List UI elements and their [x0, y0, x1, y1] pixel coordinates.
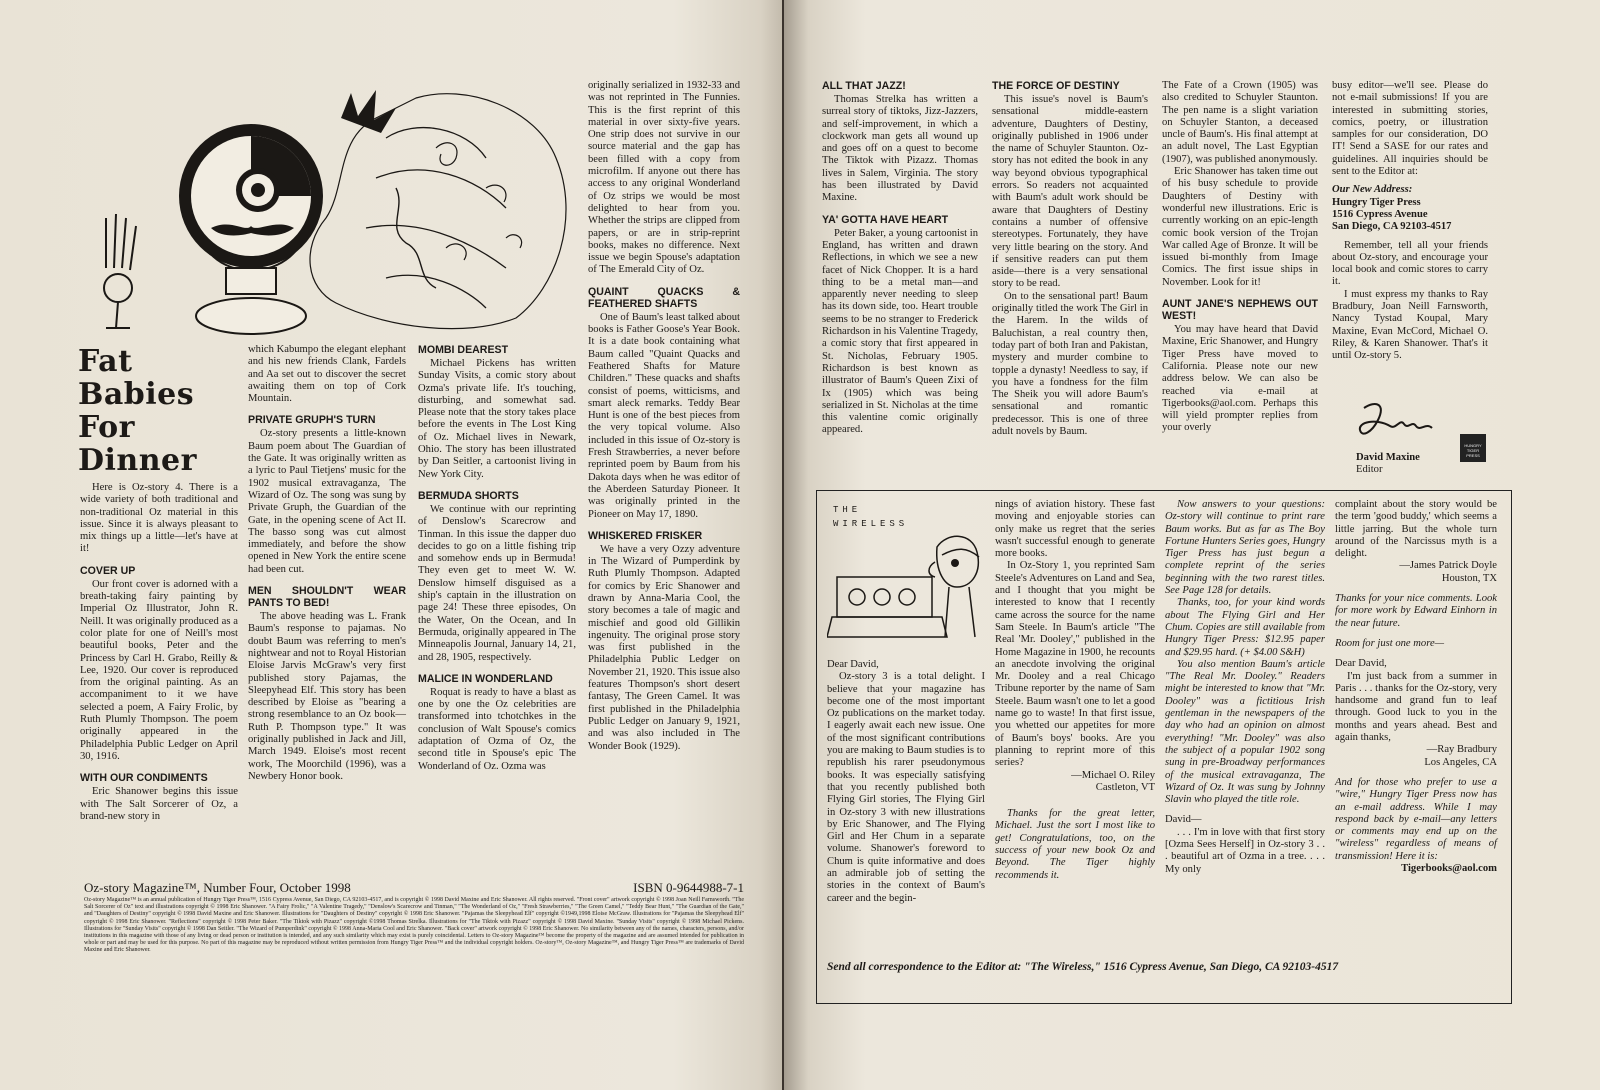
- paragraph: I must express my thanks to Ray Bradbury, Joan Neill Farnsworth, Nancy Tystad Koupal, Mary Maxine, Evan McCord, Michael O. Riley, & Karen Shanower. That's it until Oz-story 5.: [1332, 288, 1488, 362]
- wireless-column-1: [827, 659, 985, 905]
- correspondence-line: Send all correspondence to the Editor at: "The Wireless," 1516 Cypress Avenue, San Diego, CA 92103-4517: [827, 961, 1339, 973]
- letter-body: Oz-story 3 is a total delight. I believe that your magazine has become one of the most important Oz publications on the market today. I eagerly await each new issue. One of the most significant contributions you are making to Baum studies is to republish his rarer pseudonymous books. It was especially satisfying that you recently published both Flying Girl stories, The Flying Girl in Oz-story 3 with new illustrations by Eric Shanower, and The Flying Girl and Her Chum in a separate volume. Shanower's foreword to Chum is quite informative and does an admirable job of setting the stories in the context of Baum's career and the begin-: [827, 671, 985, 904]
- section-heading: AUNT JANE'S NEPHEWS OUT WEST!: [1162, 298, 1318, 323]
- paragraph: originally serialized in 1932-33 and was not reprinted in The Funnies. This is the first reprint of this material in over sixty-five years. One strip does not survive in our source material and the gap has been filled with a copy from microfilm. If anyone out there has access to any original Wonderland of Oz strips we would be most delighted to hear from you. Whether the strips are clipped from papers, or are in strip-reprint books, makes no difference. Next issue we begin Spouse's adaptation of The Emerald City of Oz.: [588, 80, 740, 276]
- magazine-issue: Oz-story Magazine™, Number Four, October 1998: [84, 880, 351, 895]
- title-line: Babies: [78, 377, 195, 412]
- editor-reply: Room for just one more—: [1335, 637, 1445, 649]
- editor-reply: Thanks for the great letter, Michael. Just the sort I most like to get! Congratulations, too, on the success of your new book Oz and Beyond. The Tiger highly recommends it.: [995, 808, 1155, 881]
- section-heading: ALL THAT JAZZ!: [822, 80, 906, 92]
- editor-reply: Now answers to your questions: Oz-story will continue to print rare Baum works. But as far as The Boy Fortune Hunters Series goes, Hungry Tiger Press has just begun a complete reprint of the series beginning with the two rarest titles. See Page 128 for details.: [1165, 499, 1325, 597]
- right-page: [784, 0, 1600, 1090]
- wireless-column-3: [1165, 499, 1325, 876]
- left-page: [0, 0, 792, 1090]
- intro-paragraph: Here is Oz-story 4. There is a wide variety of both traditional and non-traditional Oz material in this issue. Since it is always pleasant to mix things up a little—let's have at it!: [80, 482, 238, 555]
- editor-reply: And for those who prefer to use a "wire," Hungry Tiger Press now has an e-mail address. While I may respond back by e-mail—any letters or comments may end up on the "wireless" regardless of means of transmission! Here it is:: [1335, 776, 1497, 862]
- paragraph: One of Baum's least talked about books is Father Goose's Year Book. It is a date book containing what Baum called "Quaint Quacks and Feathered Shafts for Mature Children." These quacks and shafts consist of poems, witticisms, and smart aleck remarks. Teddy Bear Hunt is one of the best pieces from the very topical volume. Also included in this issue of Oz-story is Fresh Strawberries, a never before reprinted poem by Baum from his Dakota days when he was editor of the Aberdeen Saturday Pioneer. It was originally printed in the Pioneer on May 17, 1890.: [588, 311, 740, 520]
- paragraph: We have a very Ozzy adventure in The Wizard of Pumperdink by Ruth Plumly Thompson. Adapted for comics by Eric Shanower and drawn by Anna-Maria Cool, the story becomes a tale of magic and mischief and good old Gillikin ingenuity. The original prose story was first published in the Philadelphia Public Ledger on November 21, 1920. This issue also features Thompson's short desert fantasy, The Green Camel. It was first published in the Philadelphia Public Ledger on January 9, 1921, and was also included in The Wonder Book (1929).: [588, 543, 740, 752]
- section-heading: WHISKERED FRISKER: [588, 529, 703, 542]
- editor-reply: Thanks, too, for your kind words about The Flying Girl and Her Chum. Copies are still available from Hungry Tiger Press: $12.95 paper and $29.95 hard. (+ $4.00 S&H): [1165, 597, 1325, 658]
- letter-greeting: Dear David,: [827, 659, 879, 670]
- left-column-3: [418, 344, 576, 773]
- section-heading: MOMBI DEAREST: [418, 344, 509, 356]
- paragraph: Remember, tell all your friends about Oz-story, and encourage your local book and comic stores to carry it.: [1332, 239, 1488, 288]
- editor-email: Tigerbooks@aol.com: [1401, 863, 1497, 875]
- paragraph: Roquat is ready to have a blast as one by one the Oz celebrities are transformed into tchotchkes in the conclusion of Walt Spouse's comics adaptation of Ozma of Oz, the second title in Spouse's epic The Wonderland of Oz. Ozma was: [418, 686, 576, 772]
- editor-reply: You also mention Baum's article "The Real Mr. Dooley." Readers might be interested to know that "Mr. Dooley" was a fictitious Irish gentleman in the newspapers of the day who had an opinion on almost everything! "Mr. Dooley" was also the subject of a popular 1902 song sung in pre-Broadway performances of the musical extravaganza, The Wizard of Oz. It was sung by Johnny Slavin who played the title role.: [1165, 658, 1325, 806]
- section-heading: MEN SHOULDN'T WEAR PANTS TO BED!: [248, 585, 406, 610]
- section-heading: WITH OUR CONDIMENTS: [80, 772, 208, 785]
- title-line: For: [78, 410, 135, 445]
- left-column-2: [248, 344, 406, 783]
- paragraph: Eric Shanower has taken time out of his busy schedule to provide Daughters of Destiny with wonderful new illustrations. Eric is currently working on an epic-length comic book version of the Trojan War called Age of Bronze. It will be issued bi-monthly from Image Comics. The first issue ships in November. Look for it!: [1162, 166, 1318, 288]
- paragraph: which Kabumpo the elegant elephant and his new friends Clank, Fardels and Aa set out to discover the secret awaiting them on top of Cork Mountain.: [248, 344, 406, 405]
- letter-signature: —Ray Bradbury: [1426, 744, 1497, 756]
- letter-greeting: David—: [1165, 814, 1202, 826]
- address-line: San Diego, CA 92103-4517: [1332, 221, 1452, 233]
- title-line: Fat: [78, 344, 133, 379]
- paragraph: Thomas Strelka has written a surreal story of tiktoks, Jizz-Jazzers, and self-improvement, in which a clockwork man gets all wound up and goes off on a quest to become The Tiktok with Pizazz. Thomas lives in Salem, Virginia. The story has been illustrated by David Maxine.: [822, 94, 978, 204]
- the-wireless-section: [816, 490, 1512, 1004]
- letter-greeting: Dear David,: [1335, 658, 1387, 670]
- paragraph: The above heading was L. Frank Baum's response to pajamas. No doubt Baum was referring to men's nightwear and not to Royal Historian Eloise Jarvis McGraw's very first published story Pajamas, the Sleepyhead Elf. This story has been described by Eloise as "bearing a strong resemblance to an Oz book—Ruth P. Thompson type." It was originally published in Jack and Jill, March 1949. Eloise's most recent work, The Moorchild (1996), was a Newbery Honor book.: [248, 611, 406, 782]
- editor-name: David Maxine: [1356, 452, 1420, 463]
- letter-signature: —James Patrick Doyle: [1399, 560, 1497, 572]
- letter-body: I'm just back from a summer in Paris . . . thanks for the Oz-story, very handsome and grand fun to leaf through. Good luck to you in the months and years ahead. Best and again thanks,: [1335, 670, 1497, 744]
- title-line: Dinner: [78, 443, 197, 478]
- letter-place: Los Angeles, CA: [1424, 756, 1497, 768]
- letter-place: Houston, TX: [1441, 572, 1497, 584]
- left-column-1: [80, 482, 238, 823]
- letter-body: . . . I'm in love with that first story [Ozma Sees Herself] in Oz-story 3 . . . beautiful art of Ozma in a tree. . . . My only: [1165, 826, 1325, 875]
- editor-signoff: [1356, 452, 1456, 477]
- paragraph: The Fate of a Crown (1905) was also credited to Schuyler Staunton. The pen name is a slight variation on Schuyler Stanton, a deceased uncle of Baum's. His final attempt at an adult novel, The Last Egyptian (1907), was published anonymously.: [1162, 80, 1318, 165]
- article-title: [78, 345, 197, 477]
- letter-body: complaint about the story would be the term 'good buddy,' which seems a little jarring. But the whole turn around of the Narcissus myth is a delight.: [1335, 499, 1497, 560]
- paragraph: Michael Pickens has written Sunday Visits, a comic story about Ozma's private life. It's touching, disturbing, and somewhat sad. Please note that the story takes place before the events in The Lost King of Oz. Michael lives in Newark, Ohio. The story has been illustrated by Dan Seitler, a cartoonist living in New York City.: [418, 358, 576, 480]
- paragraph: We continue with our reprinting of Denslow's Scarecrow and Tinman. In this issue the dapper duo decides to go on a little fishing trip and somehow ends up in Bermuda! They even get to meet W. W. Denslow himself disguised as a ship's captain in the illustration on page 24! These three episodes, On the Water, On the Ocean, and In Bermuda, originally appeared in The Minneapolis Journal, January 14, 21, and 28, 1905, respectively.: [418, 503, 576, 663]
- wireless-column-2: [995, 499, 1155, 882]
- section-heading: COVER UP: [80, 564, 136, 577]
- section-heading: THE FORCE OF DESTINY: [992, 80, 1120, 92]
- copyright-notice: Oz-story Magazine™ is an annual publication of Hungry Tiger Press™, 1516 Cypress Avenue, San Diego, CA 92103-4517, and is copyright © 1998 David Maxine and Eric Shanower. All rights reserved. "Front cover" artwork copyright © 1998 Joan Neill Farnsworth. "The Salt Sorcerer of Oz" text and illustrations copyright © 1998 Eric Shanower. "A Fairy Frolic," "A Valentine Tragedy," "Denslow's Scarecrow and Tinman," "The Wonderland of Oz," "Fresh Strawberries," "The Green Camel," "Teddy Bear Hunt," "The Guardian of the Gate," and "Daughters of Destiny" copyright © 1998 David Maxine and Eric Shanower. Illustrations for "Daughters of Destiny" copyright © 1998 Eric Shanower. "Pajamas the Sleepyhead Elf" copyright ©1949,1998 Eloise McGraw. Illustrations for "Pajamas the Sleepyhead Elf" copyright © 1998 Eric Shanower. "Reflections" copyright © 1998 Peter Baker. "The Tiktok with Pizazz" copyright ©1998 Thomas Strelka. Illustrations for "The Tiktok with Pizazz" copyright © 1998 David Maxine. "Sunday Visits" copyright © 1998 Michael Pickens. Illustrations for "Sunday Visits" copyright © 1998 Dan Seitler. "The Wizard of Pumperdink" copyright © 1998 Anna-Maria Cool and Eric Shanower. "Back cover" artwork copyright © 1998 Eric Shanower. No similarity between any of the names, characters, persons, and/or institutions in this magazine with those of any living or dead person or institution is intended, and any such similarity which may exist is purely coincidental. Letters to Oz-story Magazine™ become the property of the magazine and are assumed intended for publication in whole or part and may be used for this purpose. No part of this magazine may be reproduced without written permission from Hungry Tiger Press™ and the individual copyright holders. Oz-story™, Oz-story Magazine™, and Hungry Tiger Press™ are trademarks of David Maxine and Eric Shanower.: [84, 897, 744, 954]
- paragraph: On to the sensational part! Baum originally titled the work The Girl in the Harem. In the wilds of Baluchistan, a real country then, today part of both Iran and Pakistan, mystery and murder combine to topple a dynasty! Needless to say, if you have a fondness for the film The Sheik you will adore Baum's sensational and romantic predecessor. This is one of three adult novels by Baum.: [992, 290, 1148, 438]
- right-column-4: [1332, 80, 1488, 363]
- section-heading: YA' GOTTA HAVE HEART: [822, 213, 949, 226]
- radio-listener-illustration: [827, 527, 992, 657]
- hungry-tiger-press-logo: HUNGRY TIGER PRESS: [1460, 434, 1486, 462]
- isbn: ISBN 0-9644988-7-1: [633, 880, 744, 895]
- letter-place: Castleton, VT: [1095, 781, 1155, 793]
- right-column-3: [1162, 80, 1318, 435]
- editor-reply: Thanks for your nice comments. Look for more work by Edward Einhorn in the near future.: [1335, 593, 1497, 629]
- letter-body: nings of aviation history. These fast moving and enjoyable stories can only make us regret that the series wasn't successful enough to generate more books.: [995, 499, 1155, 560]
- section-heading: QUAINT QUACKS & FEATHERED SHAFTS: [588, 285, 740, 310]
- editor-role: Editor: [1356, 464, 1383, 476]
- section-heading: BERMUDA SHORTS: [418, 489, 519, 502]
- paragraph: busy editor—we'll see. Please do not e-mail submissions! If you are interested in submitting stories, comics, poetry, or illustration samples for our consideration, DO IT! Send a SASE for our rates and guidelines. All inquiries should be sent to the Editor at:: [1332, 80, 1488, 178]
- address-line: Hungry Tiger Press: [1332, 196, 1421, 208]
- section-heading: MALICE IN WONDERLAND: [418, 672, 553, 685]
- wireless-label: THE WIRELESS: [833, 505, 909, 529]
- paragraph: Our front cover is adorned with a breath-taking fairy painting by Imperial Oz Illustrator, John R. Neill. It was originally produced as a color plate for one of Neill's most beautiful books, Peter and the Princess by Carl H. Grabo, Reilly & Lee, 1920. Our cover is reproduced from the original painting. As an accompaniment to it we have selected a poem, A Fairy Frolic, by Ruth Plumly Thompson. The poem originally appeared in the Philadelphia Public Ledger on April 30, 1916.: [80, 578, 238, 762]
- section-heading: PRIVATE GRUPH'S TURN: [248, 414, 376, 427]
- left-column-4: [588, 80, 740, 753]
- letter-body: In Oz-Story 1, you reprinted Sam Steele's Adventures on Land and Sea, and I thought that you might be interested to know that I recently came across the source for the name Sam Steele. In Baum's article "The Real 'Mr. Dooley'," published in the Home Magazine in 1900, he recounts an anecdote involving the original Mr. Dooley and a real Chicago Tribune reporter by the name of Sam Steele. Baum wasn't one to let a good name go to waste! In that first issue, you whetted our appetites for more of Baum's boys' books. Are you planning to reprint more of this series?: [995, 560, 1155, 769]
- editor-address: [1332, 184, 1488, 233]
- right-column-2: [992, 80, 1148, 438]
- letter-signature: —Michael O. Riley: [1071, 769, 1155, 781]
- paragraph: Oz-story presents a little-known Baum poem about The Guardian of the Gate. It was originally written as a lyric to Paul Tietjens' music for the 1902 musical extravaganza, The Wizard of Oz. The song was sung by Private Gruph, the Guardian of the Gate, in the opening scene of Act II. The basso song was cut almost immediately, and before the show opened in New York the entire scene had been cut.: [248, 428, 406, 575]
- right-column-1: [822, 80, 978, 437]
- gump-sneeze-illustration: [86, 78, 586, 336]
- editor-signature: [1356, 398, 1436, 444]
- address-heading: Our New Address:: [1332, 184, 1413, 196]
- paragraph: Eric Shanower begins this issue with The Salt Sorcerer of Oz, a brand-new story in: [80, 786, 238, 822]
- address-line: 1516 Cypress Avenue: [1332, 208, 1428, 220]
- paragraph: You may have heard that David Maxine, Eric Shanower, and Hungry Tiger Press have moved to California. Please note our new address below. We can also be reached via e-mail at Tigerbooks@aol.com. Perhaps this will yield prompter replies from your overly: [1162, 324, 1318, 434]
- masthead-footer: [84, 880, 744, 955]
- paragraph: Peter Baker, a young cartoonist in England, has written and drawn Reflections, in which we see a new facet of Nick Chopper. It is a hard thing to be a metal man—and apparently never needing to sleep has its down side, too. Heart trouble seems to be no stranger to Frederick Richardson in his Valentine Tragedy, a comic story that first appeared in St. Nicholas, February 1905. Richardson is best known as illustrator of Baum's Queen Zixi of Ix (1905) which was being serialized in St. Nicholas at the time this valentine comic originally appeared.: [822, 227, 978, 436]
- paragraph: This issue's novel is Baum's sensational middle-eastern adventure, Daughters of Destiny, originally published in 1906 under the name of Schuyler Staunton. Oz-story has not edited the book in any way beyond obvious typographical errors. So readers not acquainted with Baum's adult work should be aware that Daughters of Destiny contains a number of offensive stereotypes. Fortunately, they have very little bearing on the story. And if sensitive readers can put them aside—there is a very sensational story to be read.: [992, 94, 1148, 290]
- wireless-column-4: [1335, 499, 1497, 875]
